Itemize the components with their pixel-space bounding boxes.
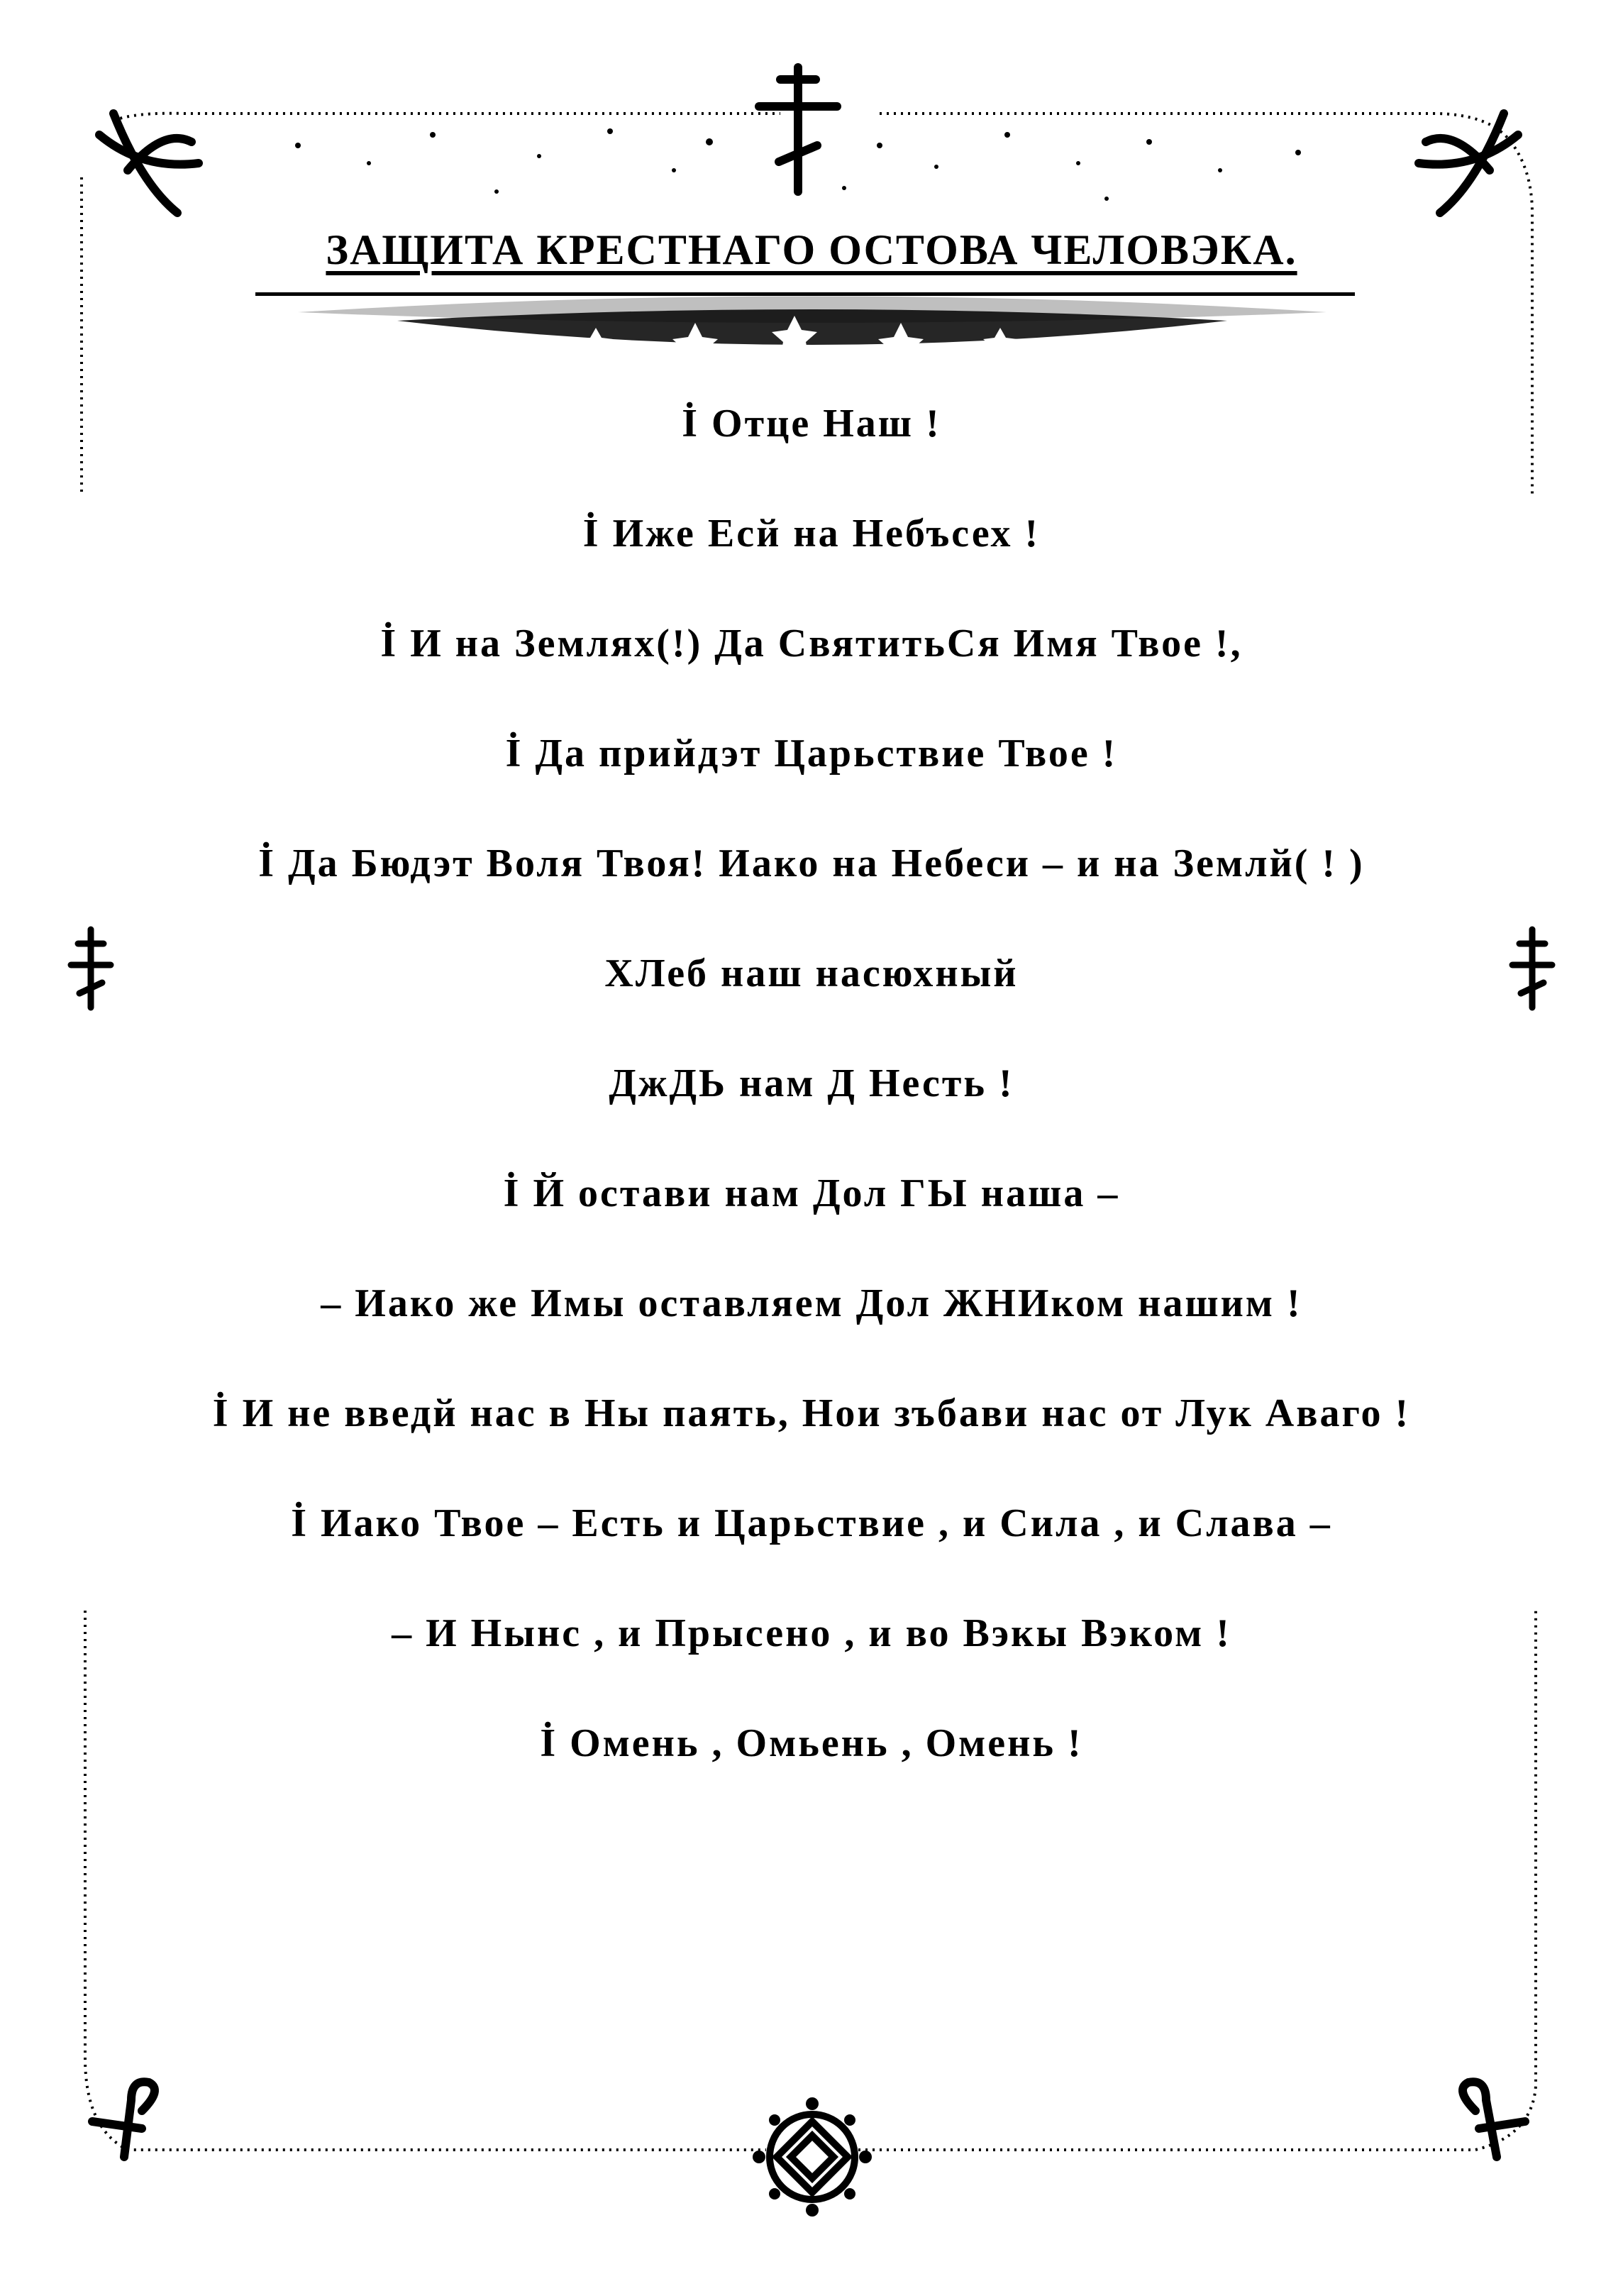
prayer-line: – Иако же Имы оставляем Дол ЖНИком нашим ! <box>321 1281 1302 1325</box>
corner-flourish-icon <box>1419 114 1518 213</box>
prayer-line: İ Омень , Омьень , Омень ! <box>540 1721 1083 1765</box>
prayer-line: İ Да прийдэт Царьствие Твое ! <box>505 732 1118 776</box>
prayer-line: ХЛеб наш насюхный <box>604 951 1019 995</box>
corner-hook-icon <box>92 2082 155 2157</box>
corner-hook-icon <box>1463 2082 1525 2157</box>
orthodox-cross-icon <box>759 67 837 192</box>
prayer-line: İ Иако Твое – Есть и Царьствие , и Сила , и Слава – <box>291 1501 1332 1545</box>
prayer-line: İ Й остави нам Дол ГЫ наша – <box>503 1171 1120 1215</box>
bottom-border <box>85 1611 1536 2150</box>
prayer-line: İ Отце Наш ! <box>682 402 941 446</box>
prayer-line: İ Да Бюдэт Воля Твоя! Иако на Небеси – и на Землй( ! ) <box>258 841 1365 885</box>
page-title: ЗАЩИТА КРЕСТНАГО ОСТОВА ЧЕЛОВЭКА. <box>326 226 1297 273</box>
prayer-line: İ И не введй нас в Ны паять, Нои зъбави нас от Лук Аваго ! <box>212 1391 1411 1435</box>
corner-flourish-icon <box>99 114 199 213</box>
prayer-line: – И Нынс , и Прысено , и во Вэкы Вэком ! <box>392 1611 1231 1655</box>
prayer-line: ДжДЬ нам Д Несть ! <box>609 1061 1014 1105</box>
title-underline-rule <box>255 292 1355 296</box>
star-banner-icon <box>298 297 1326 365</box>
prayer-line: İ Иже Есй на Небъсех ! <box>582 512 1041 556</box>
knot-ornament-icon <box>770 2114 855 2200</box>
prayer-line: İ И на Землях(!) Да СвятитьСя Имя Твое !, <box>380 622 1243 666</box>
